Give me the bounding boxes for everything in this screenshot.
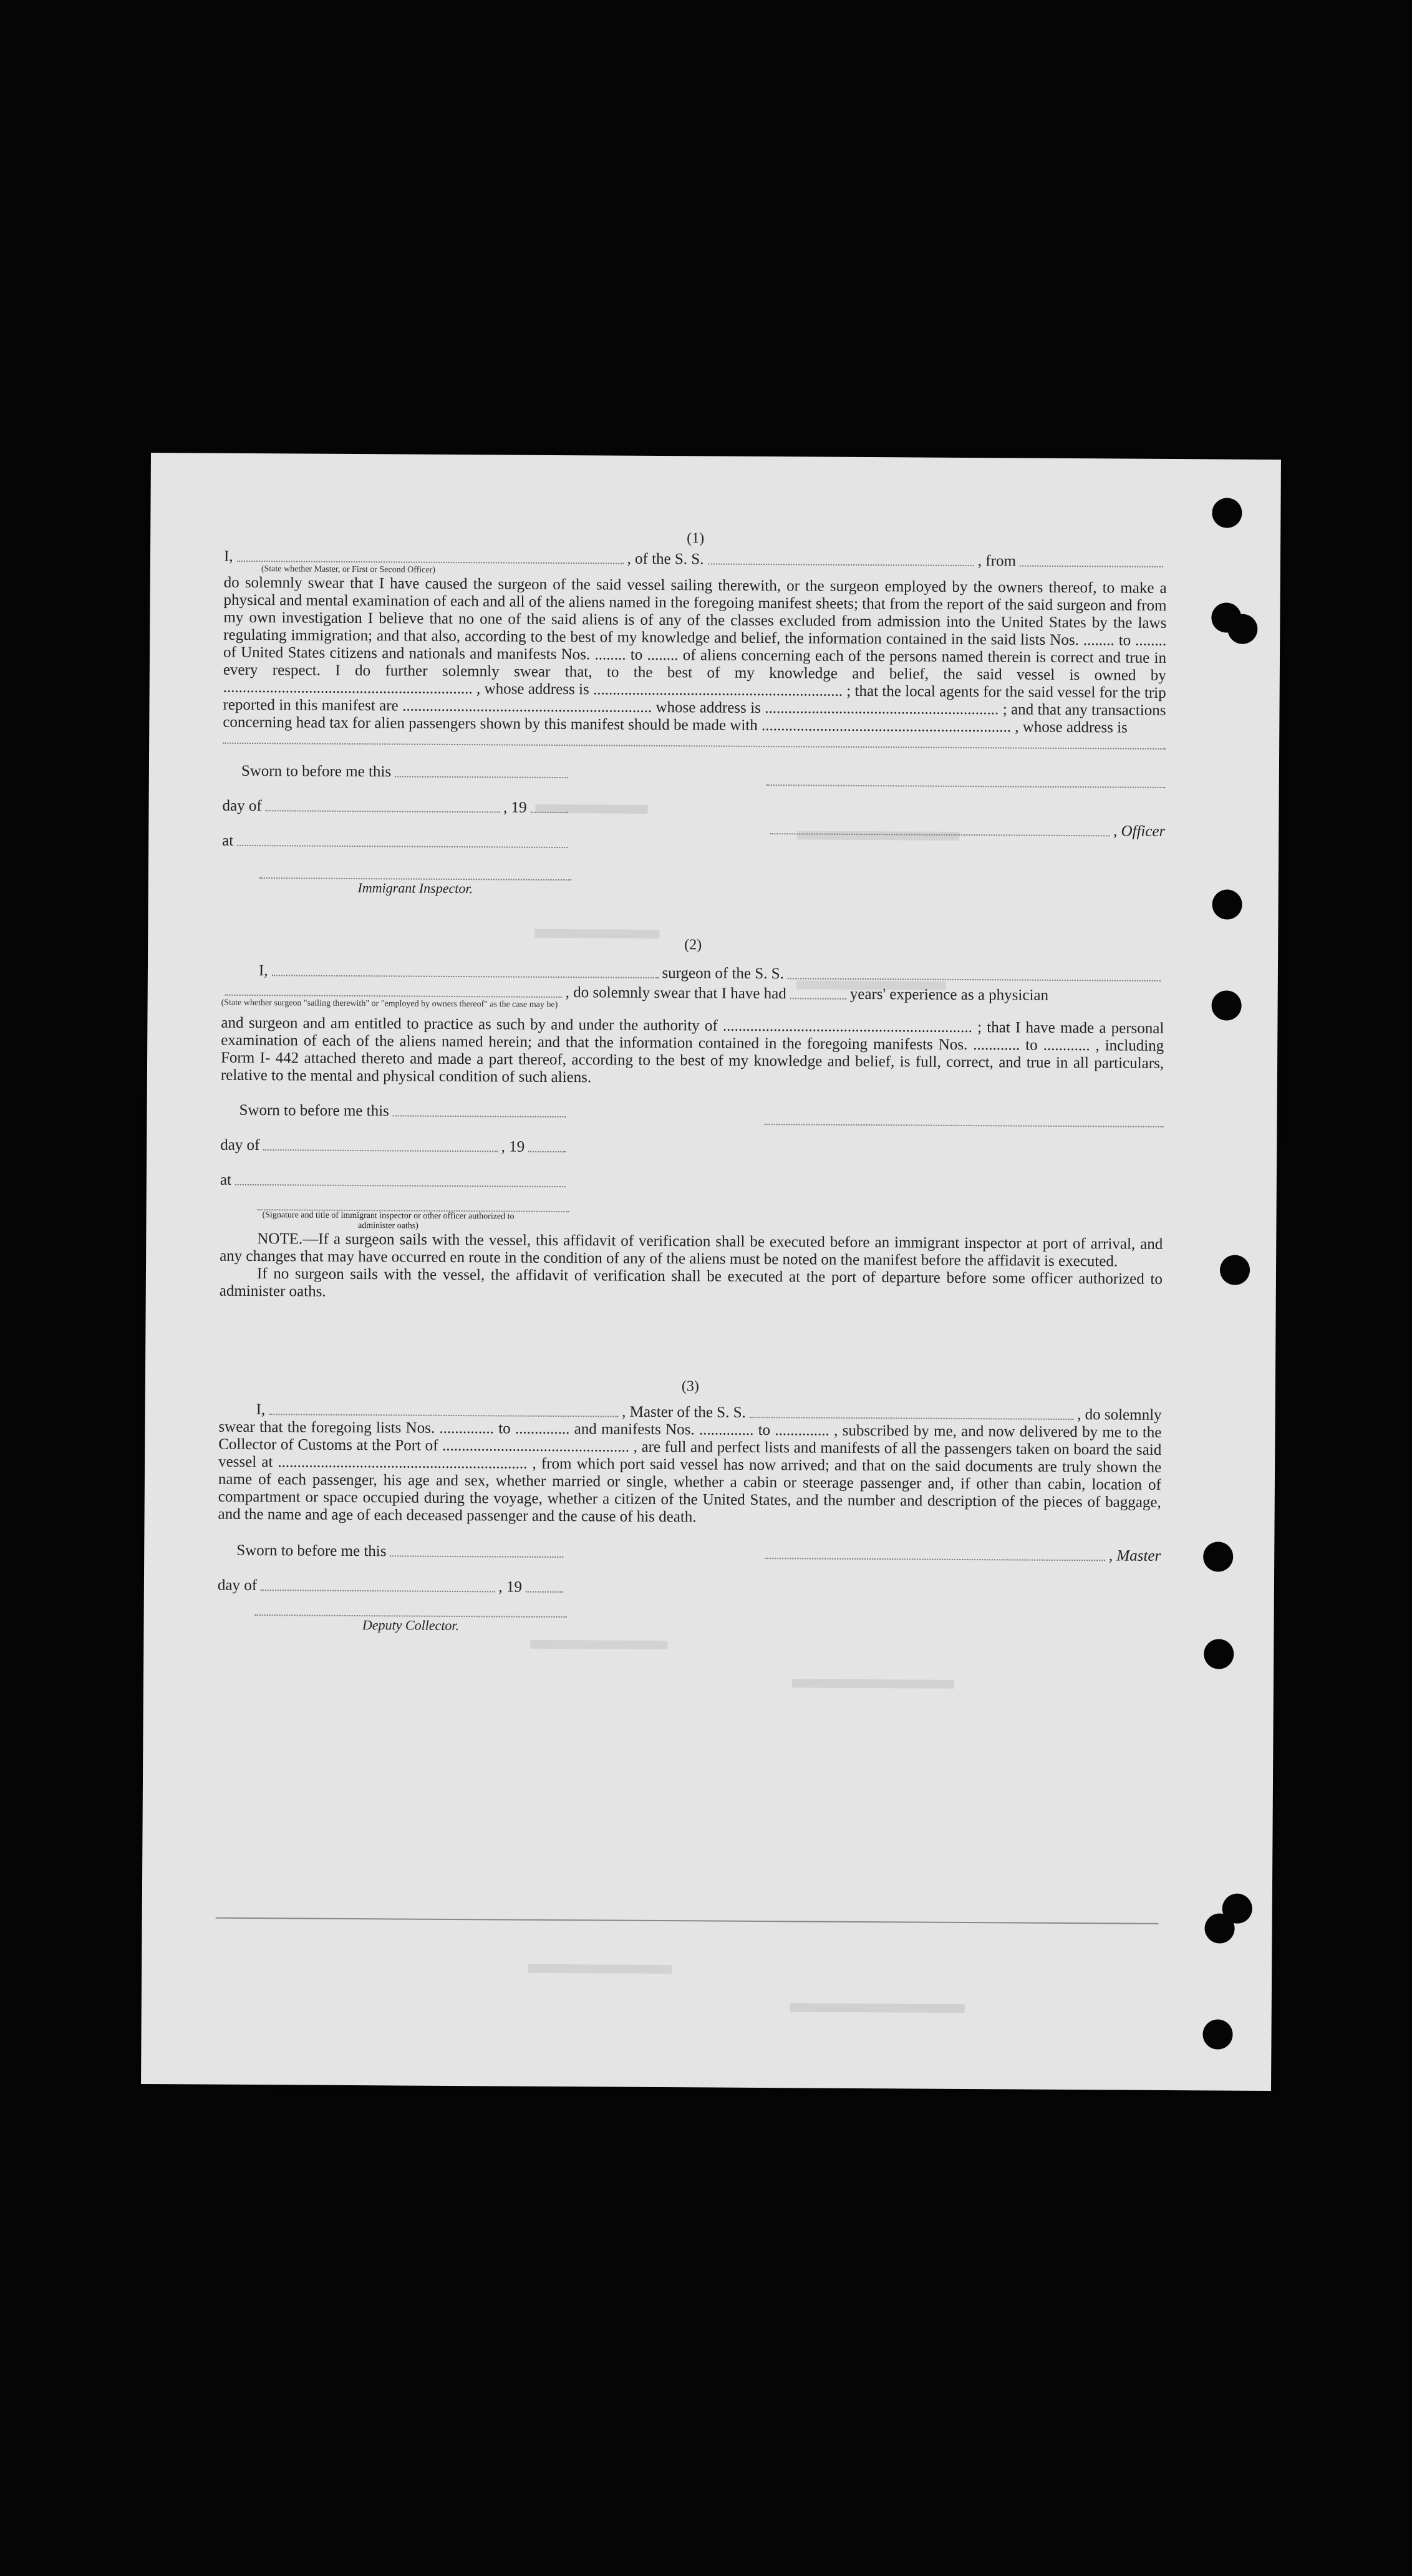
punch-hole — [1202, 2019, 1232, 2049]
section-1-signature-block — [222, 763, 1166, 902]
sworn-year-field[interactable] — [530, 812, 568, 813]
sworn-day-field[interactable] — [395, 776, 568, 778]
manifest-page — [141, 453, 1281, 2091]
section-2-body: and surgeon and am entitled to practice as such by and under the authority of ................................................................ ; that I have made a personal examination of each of the aliens named herein; and that the information contained in the foregoing manifests Nos. ............ to ............ , including Form I- 442 attached thereto and made a part thereof, according to the best of my knowledge and belief, is full, correct, and true in all particulars, relative to the mental and physical condition of such aliens. — [220, 1014, 1164, 1086]
master-sworn-year-field[interactable] — [526, 1591, 563, 1593]
section-3-i: I, — [256, 1401, 266, 1419]
section-2-ship-label: surgeon of the S. S. — [662, 965, 784, 983]
master-sworn-day-field[interactable] — [390, 1555, 563, 1558]
section-2-signature-caption: (Signature and title of immigrant inspector or other officer authorized to administer oaths) — [262, 1210, 515, 1231]
surgeon-status-field[interactable] — [225, 995, 562, 998]
surgeon-signature-line[interactable] — [764, 1105, 1163, 1127]
section-3-body: swear that the foregoing lists Nos. .............. to .............. and manifests Nos. .............. to .............. , subscribed by me, and now delivered by me to the Collector of Customs at the Port of ................................................ , are full and perfect lists and manifests of all the passengers taken on board the said vessel at ................................................................ , from which port said vessel has now arrived; and that on the said documents are truly shown the name of each passenger, his age and sex, whether married or single, whether a cabin or steerage passenger and, if other than cabin, location of compartment or space occupied during the voyage, whether a citizen of the United States, and the number and description of the pieces of baggage, and the name and age of each deceased passenger and the cause of his death. — [218, 1418, 1162, 1526]
section-2-note: NOTE.—If a surgeon sails with the vessel, this affidavit of verification shall be executed before an immigrant inspector at port of arrival, and any changes that may have occurred en route in the condition of any of the aliens must be noted on the manifest before the affidavit is executed. — [220, 1230, 1163, 1270]
bleed-through-marks — [151, 453, 1281, 460]
officer-signature-line-1[interactable] — [766, 766, 1166, 788]
punch-hole — [1227, 614, 1257, 644]
surgeon-ship-field[interactable] — [788, 978, 1161, 982]
section-2-surgeon-signature — [763, 1105, 1163, 1236]
section-2-number: (2) — [684, 937, 702, 953]
years-experience-field[interactable] — [790, 998, 846, 1000]
section-2-caption: (State whether surgeon "sailing therewith" or "employed by owners thereof" as the case may be) — [221, 998, 558, 1010]
section-3-sworn-label: Sworn to before me this — [236, 1541, 387, 1560]
sworn-month-field[interactable] — [266, 810, 500, 813]
section-1-jurat — [222, 763, 572, 898]
inspector-signature-line[interactable] — [259, 859, 571, 880]
surgeon-sworn-month-field[interactable] — [263, 1149, 497, 1152]
officer-title: , Officer — [1113, 822, 1166, 840]
section-2-at-label: at — [220, 1171, 232, 1189]
punch-hole — [1203, 1541, 1233, 1571]
section-1-day-of-label: day of — [222, 797, 262, 815]
surgeon-sworn-year-field[interactable] — [528, 1151, 566, 1152]
sworn-place-field[interactable] — [237, 845, 568, 848]
bottom-rule — [216, 1918, 1159, 1924]
section-3-master-signature — [761, 1545, 1161, 1639]
section-2-signature-block — [220, 1102, 1163, 1236]
master-title: , Master — [1108, 1547, 1161, 1565]
punch-hole — [1211, 990, 1241, 1020]
section-3-jurat — [217, 1542, 567, 1635]
section-3-swear-label: , do solemnly — [1077, 1406, 1162, 1424]
section-1-i: I, — [223, 548, 233, 565]
punch-hole — [1204, 1639, 1234, 1669]
section-1-year-label: , 19 — [503, 799, 527, 816]
section-1-body: do solemnly swear that I have caused the surgeon of the said vessel sailing therewith, or the surgeon employed by the owners thereof, to make a physical and mental examination of each and all of the aliens named in the foregoing manifest sheets; that from the report of the said surgeon and from my own investigation I believe that no one of the said aliens is of any of the classes excluded from admission into the United States by the laws regulating immigration; and that also, according to the best of my knowledge and belief, the information contained in the said lists Nos. ........ to ........ of United States citizens and nationals and manifests Nos. ........ to ........ of aliens concerning each of the persons named therein is correct and true in every respect. I do further solemnly swear that, to the best of my knowledge and belief, the said vessel is owned by ................................................................ , whose address is ................................................................ ; that the local agents for the said vessel for the trip reported in this manifest are ................................................................ whose address is ............................................................ ; and that any transactions concerning head tax for alien passengers shown by this manifest should be made with ................................................................ , whose address is — [223, 574, 1167, 736]
master-sworn-month-field[interactable] — [261, 1589, 495, 1592]
punch-hole — [1212, 889, 1242, 919]
collector-title: Deputy Collector. — [362, 1617, 460, 1634]
section-2-day-of-label: day of — [220, 1136, 260, 1154]
master-ship-field[interactable] — [750, 1417, 1073, 1420]
punch-hole — [1220, 1255, 1250, 1285]
section-2-swear-label: , do solemnly swear that I have had — [565, 984, 786, 1003]
section-1-at-label: at — [222, 832, 234, 849]
ship-name-field[interactable] — [707, 563, 974, 566]
surgeon-name-field[interactable] — [271, 975, 658, 978]
surgeon-sworn-day-field[interactable] — [393, 1115, 566, 1117]
officer-signature-line-2[interactable] — [770, 833, 1110, 836]
section-2-jurat — [220, 1102, 569, 1232]
surgeon-sworn-place-field[interactable] — [235, 1184, 566, 1187]
officer-name-field[interactable] — [237, 561, 624, 564]
section-2-i: I, — [258, 962, 268, 980]
section-1-sworn-label: Sworn to before me this — [241, 762, 392, 781]
section-3-signature-block — [217, 1542, 1161, 1639]
section-3-number: (3) — [681, 1378, 699, 1395]
punch-hole — [1212, 498, 1242, 528]
punch-hole — [1204, 1913, 1234, 1943]
section-1-from-label: , from — [977, 552, 1017, 570]
section-2-experience-label: years' experience as a physician — [849, 985, 1049, 1004]
section-2-sworn-label: Sworn to before me this — [239, 1101, 389, 1120]
section-3-day-of-label: day of — [217, 1576, 258, 1594]
section-2-year-label: , 19 — [501, 1138, 525, 1155]
master-name-field[interactable] — [269, 1414, 618, 1417]
section-3-ship-label: , Master of the S. S. — [622, 1403, 746, 1421]
port-from-field[interactable] — [1020, 566, 1163, 567]
master-signature-line[interactable] — [765, 1558, 1105, 1561]
section-3-year-label: , 19 — [498, 1578, 522, 1596]
section-2-note-2: If no surgeon sails with the vessel, the affidavit of verification shall be executed at the port of departure before some officer authorized to administer oaths. — [219, 1265, 1163, 1300]
section-1-ship-label: , of the S. S. — [627, 550, 704, 568]
section-1-caption: (State whether Master, or First or Second Officer) — [261, 564, 436, 575]
inspector-title: Immigrant Inspector. — [357, 880, 473, 897]
section-1-number: (1) — [687, 530, 705, 547]
affidavit-text — [217, 522, 1167, 1639]
section-1-officer-signature — [766, 766, 1166, 902]
section-2-first-line — [259, 962, 1164, 985]
